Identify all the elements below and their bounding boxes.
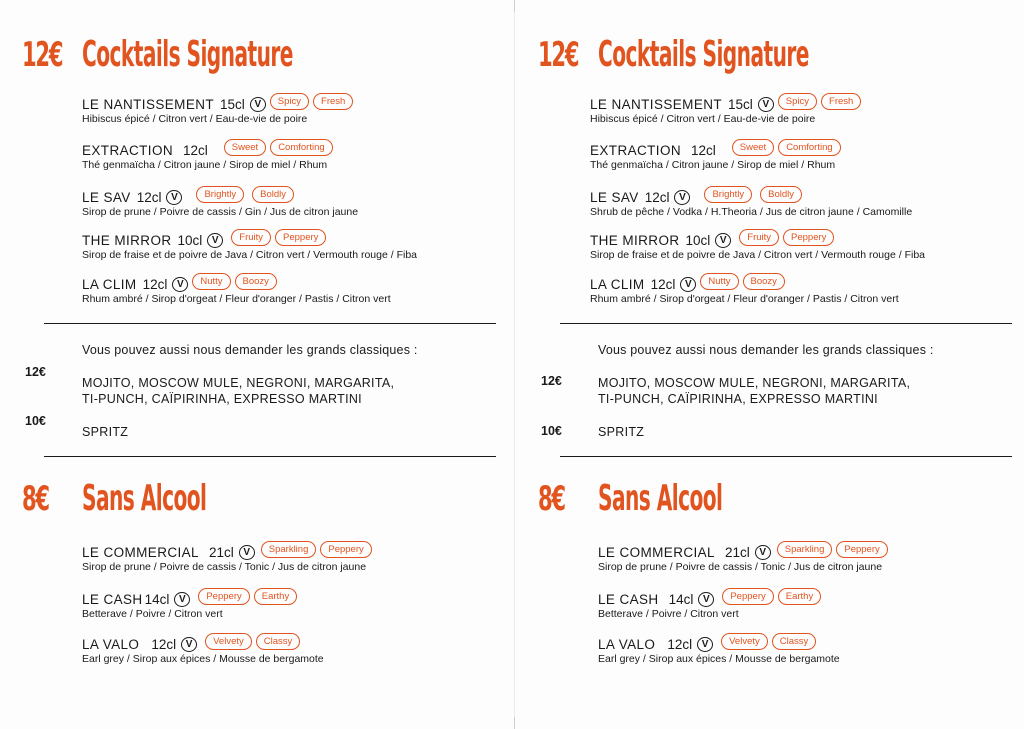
classics-price: 12€ — [541, 374, 562, 388]
item-size: 14cl — [144, 591, 170, 607]
vegan-badge: V — [698, 592, 714, 607]
menu-item — [82, 141, 333, 171]
flavor-tag: Comforting — [778, 139, 840, 156]
classics-price: 10€ — [541, 424, 562, 438]
vegan-badge: V — [715, 233, 731, 248]
vegan-badge: V — [680, 277, 696, 292]
sans-alcool-heading — [22, 478, 304, 519]
menu-item — [590, 275, 899, 305]
flavor-tag: Fruity — [739, 229, 779, 246]
item-size: 15cl — [728, 96, 753, 112]
item-name: LE COMMERCIAL — [82, 544, 199, 560]
item-description: Rhum ambré / Sirop d'orgeat / Fleur d'oranger / Pastis / Citron vert — [590, 293, 899, 305]
flavor-tag: Velvety — [205, 633, 252, 650]
item-name: THE MIRROR — [590, 232, 680, 248]
item-name: LA CLIM — [82, 276, 137, 292]
menu-item — [82, 590, 297, 620]
flavor-tag: Earthy — [254, 588, 297, 605]
vegan-badge: V — [755, 545, 771, 560]
flavor-tag: Boozy — [235, 273, 277, 290]
menu-item — [590, 231, 925, 261]
flavor-tag: Velvety — [721, 633, 768, 650]
item-size: 12cl — [667, 636, 693, 652]
item-description: Sirop de prune / Poivre de cassis / Gin / Jus de citron jaune — [82, 206, 359, 218]
signature-heading — [22, 34, 459, 75]
flavor-tag: Sparkling — [261, 541, 317, 558]
flavor-tag: Earthy — [778, 588, 821, 605]
flavor-tag: Sparkling — [777, 541, 833, 558]
item-description: Thé genmaïcha / Citron jaune / Sirop de miel / Rhum — [82, 159, 328, 171]
vegan-badge: V — [250, 97, 266, 112]
classics-price: 10€ — [25, 414, 46, 428]
classics-list — [82, 375, 394, 407]
item-size: 12cl — [644, 189, 670, 205]
crop-mark — [514, 717, 515, 729]
vegan-badge: V — [758, 97, 774, 112]
menu-item — [598, 543, 888, 573]
item-description: Hibiscus épicé / Citron vert / Eau-de-vie de poire — [82, 113, 308, 125]
item-description: Rhum ambré / Sirop d'orgeat / Fleur d'oranger / Pastis / Citron vert — [82, 293, 391, 305]
divider — [560, 323, 1012, 324]
item-size: 10cl — [177, 232, 203, 248]
item-size: 12cl — [142, 276, 168, 292]
classics-list — [598, 375, 910, 407]
menu-page-right — [516, 0, 1024, 729]
flavor-tag: Classy — [256, 633, 301, 650]
vegan-badge: V — [172, 277, 188, 292]
signature-heading — [538, 34, 975, 75]
item-size: 12cl — [650, 276, 676, 292]
flavor-tag: Boozy — [743, 273, 785, 290]
item-size: 10cl — [685, 232, 711, 248]
flavor-tag: Classy — [772, 633, 817, 650]
flavor-tag: Fresh — [313, 93, 353, 110]
vegan-badge: V — [674, 190, 690, 205]
menu-item — [590, 141, 841, 171]
sans-alcool-title: Sans Alcool — [598, 478, 723, 519]
item-name: LE SAV — [82, 189, 131, 205]
item-description: Earl grey / Sirop aux épices / Mousse de bergamote — [598, 653, 840, 665]
item-size: 12cl — [151, 636, 177, 652]
menu-item — [82, 543, 372, 573]
item-description: Earl grey / Sirop aux épices / Mousse de bergamote — [82, 653, 324, 665]
crop-mark — [514, 0, 515, 12]
flavor-tag: Comforting — [270, 139, 332, 156]
flavor-tag: Peppery — [320, 541, 371, 558]
item-name: LE CASH — [82, 591, 143, 607]
menu-item — [82, 231, 417, 261]
item-size: 21cl — [724, 544, 750, 560]
flavor-tag: Sweet — [224, 139, 266, 156]
signature-title: Cocktails Signature — [82, 34, 293, 75]
flavor-tag: Peppery — [783, 229, 834, 246]
item-size: 12cl — [136, 189, 162, 205]
item-name: LE SAV — [590, 189, 639, 205]
item-name: LE NANTISSEMENT — [82, 96, 215, 112]
item-name: LA CLIM — [590, 276, 645, 292]
signature-title: Cocktails Signature — [598, 34, 809, 75]
flavor-tag: Peppery — [275, 229, 326, 246]
menu-item — [598, 590, 821, 620]
item-size: 12cl — [691, 142, 716, 158]
vegan-badge: V — [697, 637, 713, 652]
item-size: 14cl — [668, 591, 694, 607]
menu-item — [590, 188, 912, 218]
flavor-tag: Brightly — [704, 186, 752, 203]
flavor-tag: Nutty — [192, 273, 230, 290]
classics-line: SPRITZ — [598, 425, 645, 439]
vegan-badge: V — [166, 190, 182, 205]
item-size: 15cl — [220, 96, 245, 112]
item-description: Sirop de fraise et de poivre de Java / Citron vert / Vermouth rouge / Fiba — [82, 249, 418, 261]
flavor-tag: Fruity — [231, 229, 271, 246]
classics-line: MOJITO, MOSCOW MULE, NEGRONI, MARGARITA, — [598, 376, 911, 390]
flavor-tag: Peppery — [198, 588, 249, 605]
item-name: LA VALO — [598, 636, 656, 652]
flavor-tag: Boldly — [252, 186, 294, 203]
item-description: Betterave / Poivre / Citron vert — [598, 608, 739, 620]
flavor-tag: Fresh — [821, 93, 861, 110]
flavor-tag: Brightly — [196, 186, 244, 203]
menu-item — [598, 635, 840, 665]
menu-item — [82, 635, 324, 665]
item-name: EXTRACTION — [82, 142, 174, 158]
item-name: EXTRACTION — [590, 142, 682, 158]
signature-price: 12€ — [22, 35, 63, 75]
vegan-badge: V — [207, 233, 223, 248]
sans-alcool-title: Sans Alcool — [82, 478, 207, 519]
item-name: LA VALO — [82, 636, 140, 652]
divider — [44, 456, 496, 457]
item-size: 21cl — [208, 544, 234, 560]
item-description: Betterave / Poivre / Citron vert — [82, 608, 223, 620]
divider — [560, 456, 1012, 457]
item-description: Shrub de pêche / Vodka / H.Theoria / Jus de citron jaune / Camomille — [590, 206, 913, 218]
menu-item — [82, 95, 353, 125]
classics-line: TI-PUNCH, CAÏPIRINHA, EXPRESSO MARTINI — [82, 392, 362, 406]
flavor-tag: Peppery — [836, 541, 887, 558]
classics-intro: Vous pouvez aussi nous demander les grands classiques : — [82, 343, 418, 357]
item-name: LE NANTISSEMENT — [590, 96, 723, 112]
vegan-badge: V — [181, 637, 197, 652]
item-description: Hibiscus épicé / Citron vert / Eau-de-vie de poire — [590, 113, 816, 125]
item-description: Sirop de fraise et de poivre de Java / Citron vert / Vermouth rouge / Fiba — [590, 249, 926, 261]
item-size: 12cl — [183, 142, 208, 158]
menu-item — [590, 95, 861, 125]
menu-item — [82, 188, 358, 218]
classics-line: SPRITZ — [82, 425, 129, 439]
flavor-tag: Sweet — [732, 139, 774, 156]
flavor-tag: Peppery — [722, 588, 773, 605]
classics-price: 12€ — [25, 365, 46, 379]
item-name: LE COMMERCIAL — [598, 544, 715, 560]
vegan-badge: V — [174, 592, 190, 607]
divider — [44, 323, 496, 324]
item-description: Sirop de prune / Poivre de cassis / Tonic / Jus de citron jaune — [598, 561, 883, 573]
vegan-badge: V — [239, 545, 255, 560]
flavor-tag: Nutty — [700, 273, 738, 290]
sans-alcool-heading — [538, 478, 820, 519]
sans-alcool-price: 8€ — [22, 479, 49, 519]
classics-line: TI-PUNCH, CAÏPIRINHA, EXPRESSO MARTINI — [598, 392, 878, 406]
page-fold — [514, 0, 515, 729]
item-description: Thé genmaïcha / Citron jaune / Sirop de miel / Rhum — [590, 159, 836, 171]
classics-intro: Vous pouvez aussi nous demander les grands classiques : — [598, 343, 934, 357]
flavor-tag: Boldly — [760, 186, 802, 203]
menu-item — [82, 275, 391, 305]
item-name: THE MIRROR — [82, 232, 172, 248]
flavor-tag: Spicy — [778, 93, 817, 110]
flavor-tag: Spicy — [270, 93, 309, 110]
signature-price: 12€ — [538, 35, 579, 75]
item-name: LE CASH — [598, 591, 659, 607]
sans-alcool-price: 8€ — [538, 479, 565, 519]
item-description: Sirop de prune / Poivre de cassis / Tonic / Jus de citron jaune — [82, 561, 367, 573]
classics-line: MOJITO, MOSCOW MULE, NEGRONI, MARGARITA, — [82, 376, 395, 390]
